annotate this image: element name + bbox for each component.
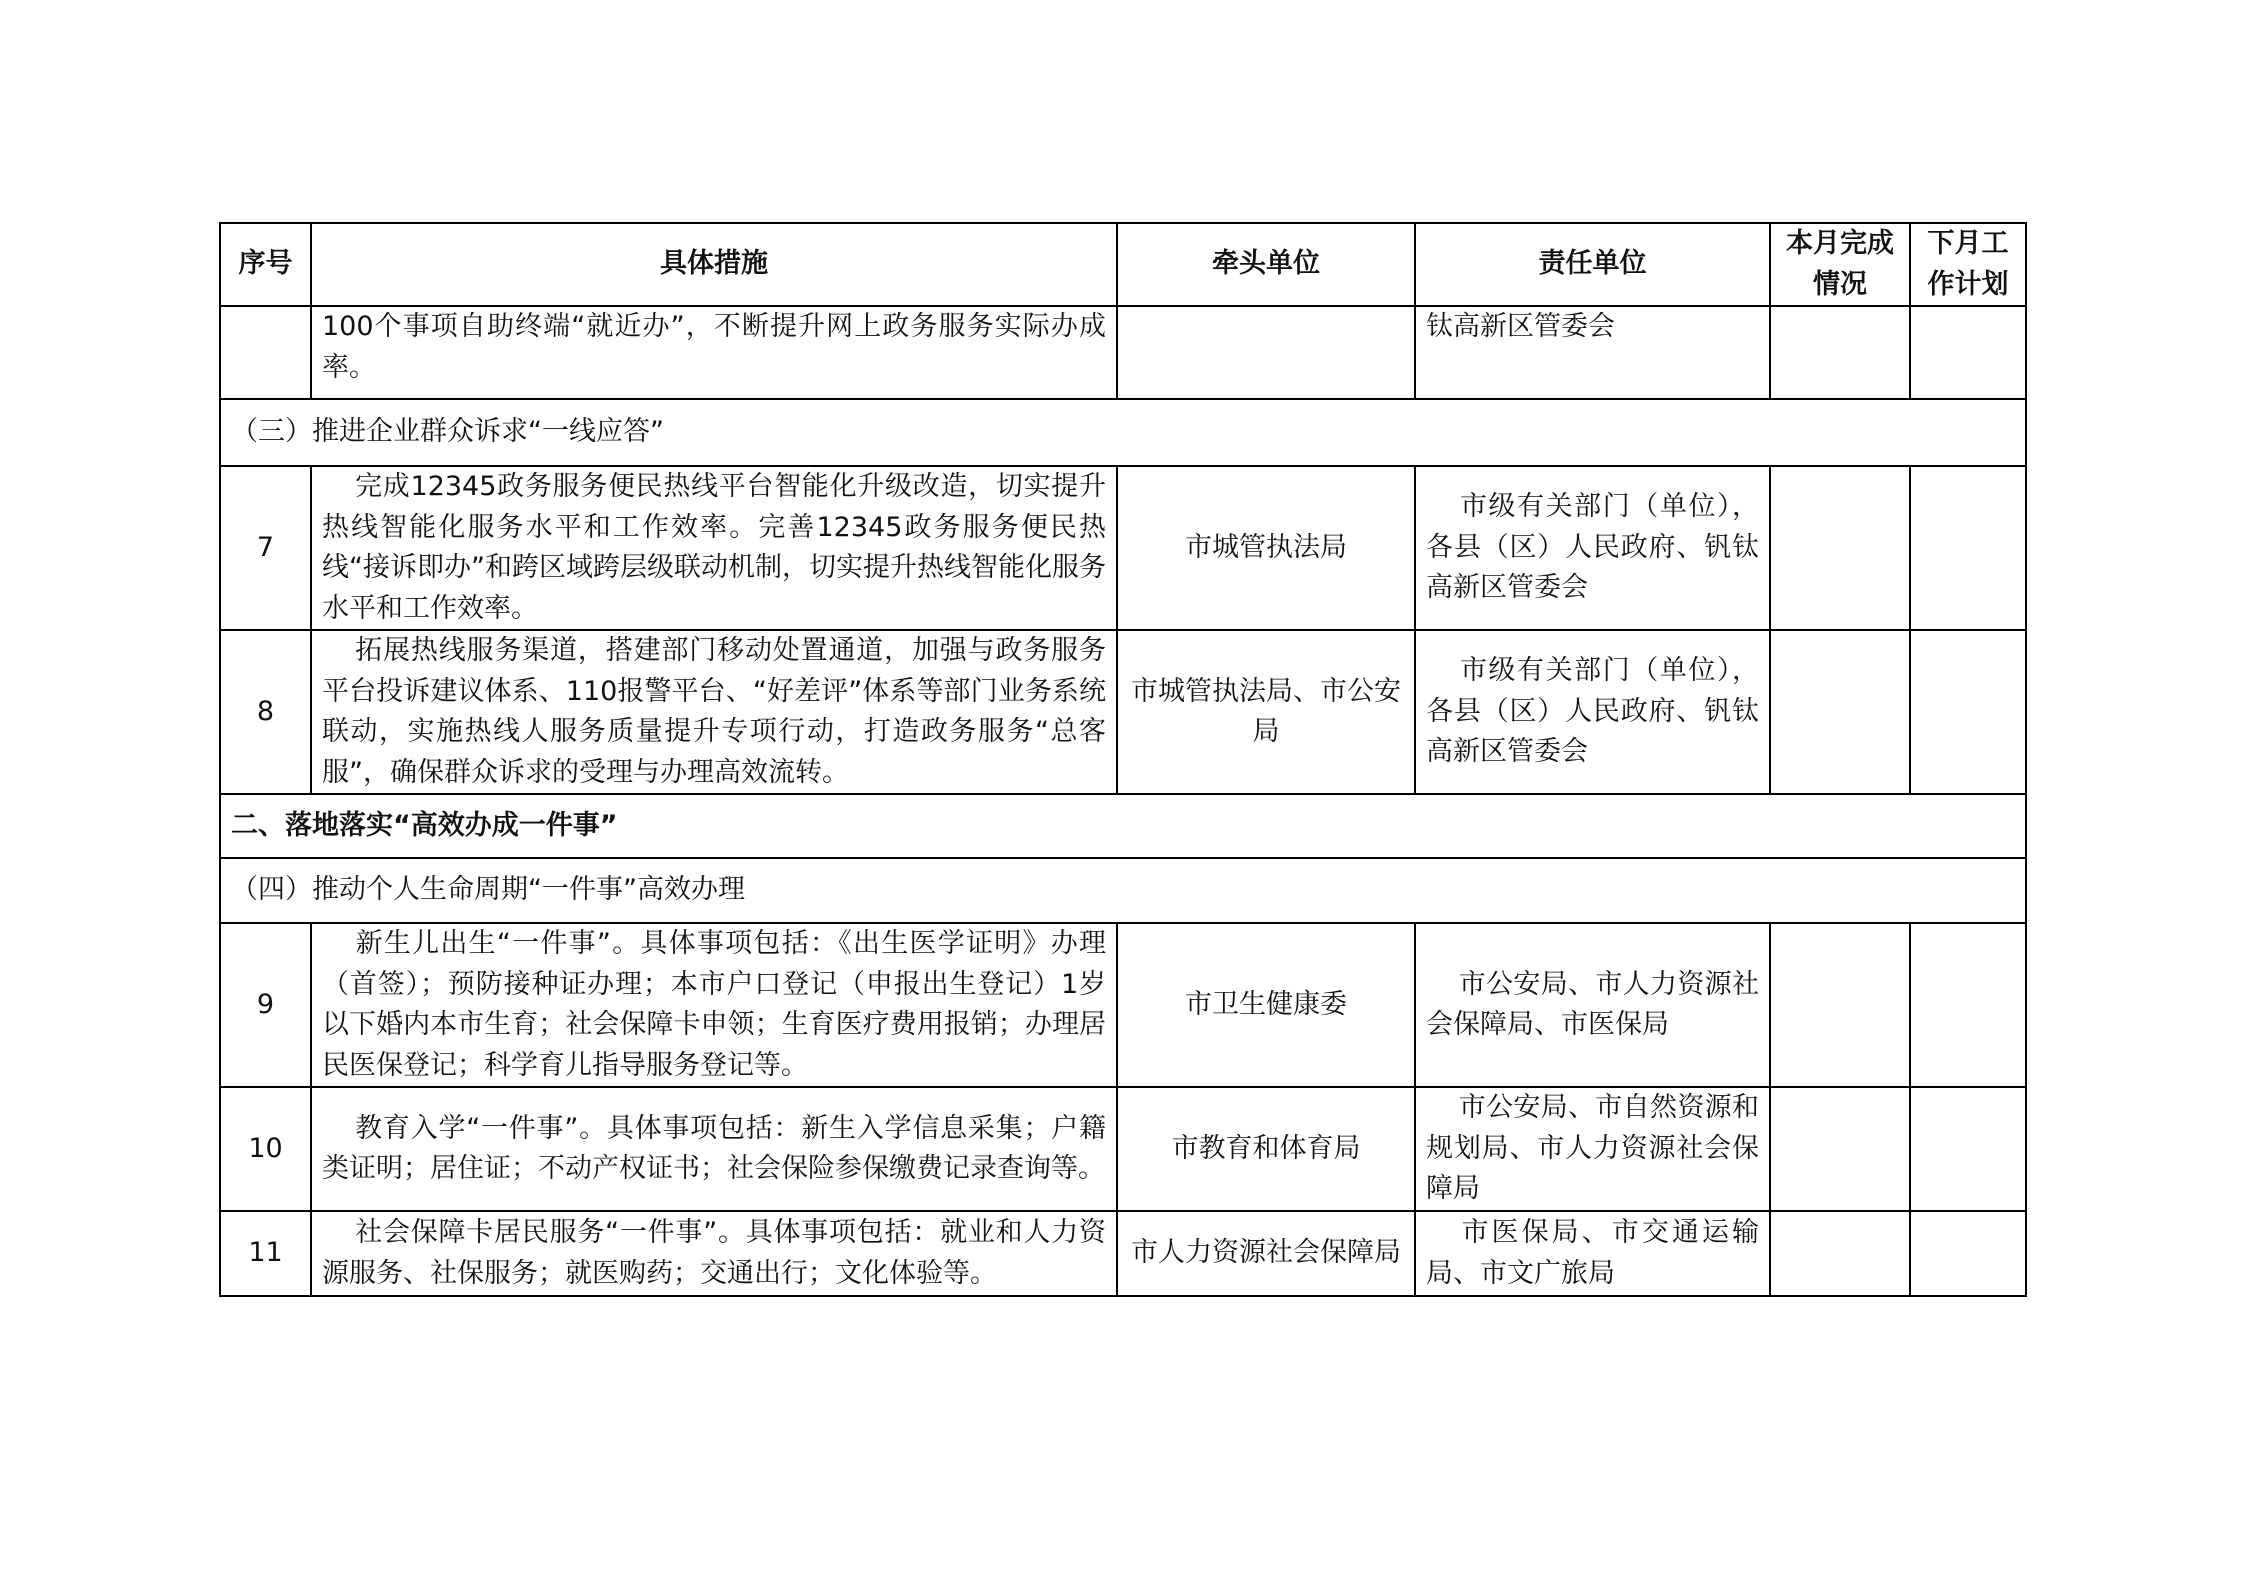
month-status-cell (1770, 1211, 1910, 1296)
section-heading-two: 二、落地落实“高效办成一件事” (220, 794, 2026, 858)
measure-cell (311, 466, 1117, 630)
table-row (220, 630, 2026, 794)
row-number-cell: 8 (220, 630, 311, 794)
section-row (220, 399, 2026, 466)
next-plan-cell (1910, 1087, 2026, 1211)
table-row (220, 923, 2026, 1087)
lead-unit-cell: 市城管执法局 (1117, 466, 1415, 630)
section-row (220, 794, 2026, 858)
header-row (220, 223, 2026, 306)
row-number-cell: 11 (220, 1211, 311, 1296)
measure-text: 教育入学“一件事”。具体事项包括：新生入学信息采集；户籍类证明；居住证；不动产权证书；社会保险参保缴费记录查询等。 (322, 1112, 1106, 1184)
table-row (220, 466, 2026, 630)
month-status-cell (1770, 630, 1910, 794)
next-plan-cell (1910, 1211, 2026, 1296)
lead-unit-cell (1117, 306, 1415, 399)
header-responsible-unit: 责任单位 (1415, 223, 1770, 306)
responsible-unit-text: 市级有关部门（单位），各县（区）人民政府、钒钛高新区管委会 (1426, 655, 1759, 768)
task-table (219, 222, 2027, 1297)
responsible-unit-text: 市级有关部门（单位），各县（区）人民政府、钒钛高新区管委会 (1426, 491, 1759, 604)
row-number-cell: 7 (220, 466, 311, 630)
measure-text: 社会保障卡居民服务“一件事”。具体事项包括：就业和人力资源服务、社保服务；就医购药；交通出行；文化体验等。 (322, 1217, 1106, 1289)
header-measure: 具体措施 (311, 223, 1117, 306)
month-status-cell (1770, 923, 1910, 1087)
lead-unit-cell: 市卫生健康委 (1117, 923, 1415, 1087)
header-month-status: 本月完成情况 (1770, 223, 1910, 306)
table-row-continued (220, 306, 2026, 399)
month-status-cell (1770, 306, 1910, 399)
lead-unit-cell: 市人力资源社会保障局 (1117, 1211, 1415, 1296)
next-plan-cell (1910, 306, 2026, 399)
measure-cell (311, 923, 1117, 1087)
responsible-unit-text: 市公安局、市自然资源和规划局、市人力资源社会保障局 (1426, 1092, 1759, 1205)
measure-cell (311, 1211, 1117, 1296)
measure-text: 拓展热线服务渠道，搭建部门移动处置通道，加强与政务服务平台投诉建议体系、110报警平台、“好差评”体系等部门业务系统联动，实施热线人服务质量提升专项行动，打造政务服务“总客服”，确保群众诉求的受理与办理高效流转。 (322, 635, 1106, 788)
table-row (220, 1087, 2026, 1211)
table-row (220, 1211, 2026, 1296)
responsible-unit-cell (1415, 466, 1770, 630)
next-plan-cell (1910, 466, 2026, 630)
responsible-unit-cell (1415, 1087, 1770, 1211)
responsible-unit-text: 市医保局、市交通运输局、市文广旅局 (1426, 1217, 1759, 1289)
section-heading-three: （三）推进企业群众诉求“一线应答” (220, 399, 2026, 466)
section-row (220, 858, 2026, 923)
section-heading-four: （四）推动个人生命周期“一件事”高效办理 (220, 858, 2026, 923)
responsible-unit-text: 市公安局、市人力资源社会保障局、市医保局 (1426, 968, 1759, 1040)
measure-cell (311, 630, 1117, 794)
header-lead-unit: 牵头单位 (1117, 223, 1415, 306)
next-plan-cell (1910, 630, 2026, 794)
responsible-unit-cell: 钛高新区管委会 (1415, 306, 1770, 399)
row-number-cell: 10 (220, 1087, 311, 1211)
header-next-plan: 下月工作计划 (1910, 223, 2026, 306)
responsible-unit-cell (1415, 1211, 1770, 1296)
measure-cell: 100个事项自助终端“就近办”，不断提升网上政务服务实际办成率。 (311, 306, 1117, 399)
next-plan-cell (1910, 923, 2026, 1087)
measure-cell (311, 1087, 1117, 1211)
header-no: 序号 (220, 223, 311, 306)
responsible-unit-cell (1415, 923, 1770, 1087)
lead-unit-cell: 市城管执法局、市公安局 (1117, 630, 1415, 794)
month-status-cell (1770, 466, 1910, 630)
row-number-cell (220, 306, 311, 399)
lead-unit-cell: 市教育和体育局 (1117, 1087, 1415, 1211)
measure-text: 完成12345政务服务便民热线平台智能化升级改造，切实提升热线智能化服务水平和工作效率。完善12345政务服务便民热线“接诉即办”和跨区域跨层级联动机制，切实提升热线智能化服务水平和工作效率。 (322, 471, 1106, 624)
measure-text: 新生儿出生“一件事”。具体事项包括：《出生医学证明》办理（首签）；预防接种证办理；本市户口登记（申报出生登记）1岁以下婚内本市生育；社会保障卡申领；生育医疗费用报销；办理居民医保登记；科学育儿指导服务登记等。 (322, 928, 1106, 1081)
responsible-unit-cell (1415, 630, 1770, 794)
month-status-cell (1770, 1087, 1910, 1211)
row-number-cell: 9 (220, 923, 311, 1087)
